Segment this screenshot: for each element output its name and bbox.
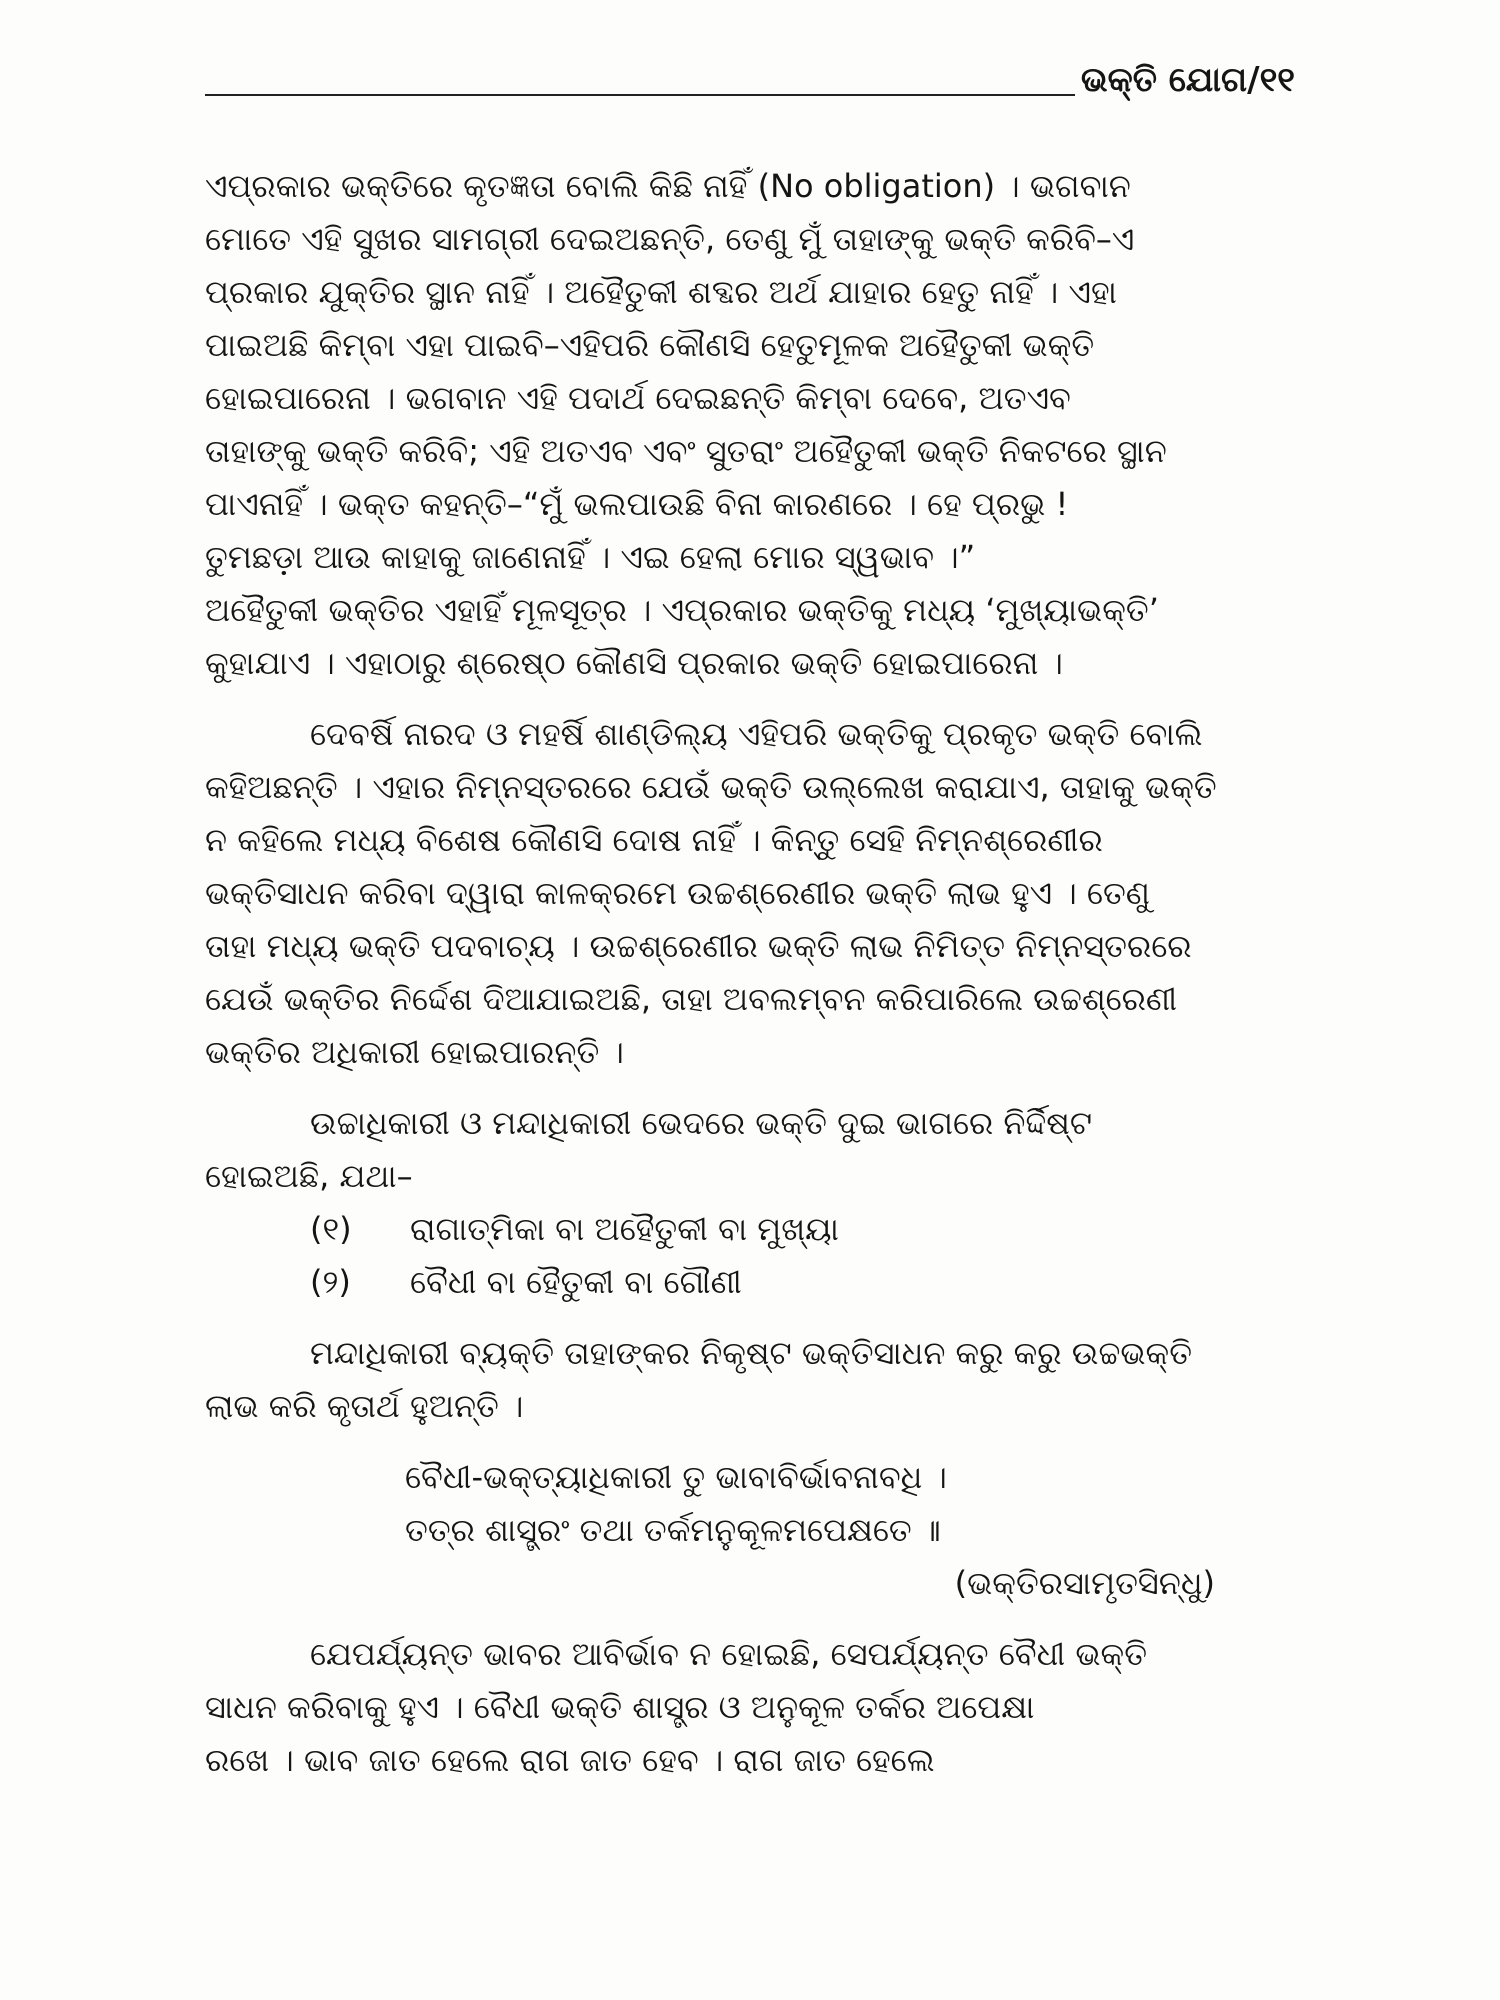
header-rule	[205, 94, 1075, 96]
paragraph-3	[205, 1097, 1295, 1203]
text-line: କହିଅଛନ୍ତି । ଏହାର ନିମ୍ନସ୍ତରରେ ଯେଉଁ ଭକ୍ତି ଉଲ୍ଲେଖ କରାଯାଏ, ତାହାକୁ ଭକ୍ତି	[205, 768, 1217, 806]
text-line: ପ୍ରକାର ଯୁକ୍ତିର ସ୍ଥାନ ନାହିଁ । ଅହୈତୁକୀ ଶବ୍ଦର ଅର୍ଥ ଯାହାର ହେତୁ ନାହିଁ । ଏହା	[205, 273, 1117, 311]
text-line: ତାହାଙ୍କୁ ଭକ୍ତି କରିବି; ଏହି ଅତଏବ ଏବଂ ସୁତରାଂ ଅହୈତୁକୀ ଭକ୍ତି ନିକଟରେ ସ୍ଥାନ	[205, 432, 1167, 470]
text-line: ପାଇଅଛି କିମ୍ବା ଏହା ପାଇବି–ଏହିପରି କୌଣସି ହେତୁମୂଳକ ଅହୈତୁକୀ ଭକ୍ତି	[205, 326, 1095, 364]
paragraph-1	[205, 160, 1295, 690]
text-line: ଲାଭ କରି କୃତାର୍ଥ ହୁଅନ୍ତି ।	[205, 1387, 524, 1425]
text-line: ଯେପର୍ଯ୍ୟନ୍ତ ଭାବର ଆବିର୍ଭାବ ନ ହୋଇଛି, ସେପର୍ଯ୍ୟନ୍ତ ବୈଧୀ ଭକ୍ତି	[310, 1635, 1148, 1673]
text-line: ମନ୍ଦାଧିକାରୀ ବ୍ୟକ୍ତି ତାହାଙ୍କର ନିକୃଷ୍ଟ ଭକ୍ତିସାଧନ କରୁ କରୁ ଉଚ୍ଚଭକ୍ତି	[310, 1334, 1193, 1372]
text-line: ସାଧନ କରିବାକୁ ହୁଏ । ବୈଧୀ ଭକ୍ତି ଶାସ୍ତ୍ର ଓ ଅନୁକୂଳ ତର୍କର ଅପେକ୍ଷା	[205, 1688, 1035, 1726]
text-line: ନ କହିଲେ ମଧ୍ୟ ବିଶେଷ କୌଣସି ଦୋଷ ନାହିଁ । କିନ୍ତୁ ସେହି ନିମ୍ନଶ୍ରେଣୀର	[205, 821, 1103, 859]
paragraph-4	[205, 1327, 1295, 1433]
paragraph-5	[205, 1628, 1295, 1787]
text-line: ଭକ୍ତିସାଧନ କରିବା ଦ୍ୱାରା କାଳକ୍ରମେ ଉଚ୍ଚଶ୍ରେଣୀର ଭକ୍ତି ଲାଭ ହୁଏ । ତେଣୁ	[205, 874, 1150, 912]
body-text	[205, 160, 1295, 1787]
sanskrit-verse	[205, 1451, 1295, 1557]
page-header	[205, 58, 1295, 102]
list-text: ରାଗାତ୍ମିକା ବା ଅହୈତୁକୀ ବା ମୁଖ୍ୟା	[410, 1210, 839, 1248]
text-line: ତାହା ମଧ୍ୟ ଭକ୍ତି ପଦବାଚ୍ୟ । ଉଚ୍ଚଶ୍ରେଣୀର ଭକ୍ତି ଲାଭ ନିମିତ୍ତ ନିମ୍ନସ୍ତରରେ	[205, 927, 1192, 965]
running-title: ଭକ୍ତି ଯୋଗ/୧୧	[1080, 60, 1295, 100]
text-line: ଅହୈତୁକୀ ଭକ୍ତିର ଏହାହିଁ ମୂଳସୂତ୍ର । ଏପ୍ରକାର ଭକ୍ତିକୁ ମଧ୍ୟ ‘ମୁଖ୍ୟାଭକ୍ତି’	[205, 591, 1159, 629]
bhakti-types-list	[205, 1203, 1295, 1309]
text-line: କୁହାଯାଏ । ଏହାଠାରୁ ଶ୍ରେଷ୍ଠ କୌଣସି ପ୍ରକାର ଭକ୍ତି ହୋଇପାରେନା ।	[205, 644, 1063, 682]
text-line: ଉଚ୍ଚାଧିକାରୀ ଓ ମନ୍ଦାଧିକାରୀ ଭେଦରେ ଭକ୍ତି ଦୁଇ ଭାଗରେ ନିର୍ଦ୍ଦିଷ୍ଟ	[310, 1104, 1093, 1142]
list-text: ବୈଧୀ ବା ହୈତୁକୀ ବା ଗୌଣୀ	[410, 1263, 742, 1301]
verse-line: ବୈଧୀ-ଭକ୍ତ୍ୟାଧିକାରୀ ତୁ ଭାବାବିର୍ଭାବନାବଧି ।	[405, 1458, 947, 1496]
text-line: ପାଏନାହିଁ । ଭକ୍ତ କହନ୍ତି–“ମୁଁ ଭଲପାଉଛି ବିନା କାରଣରେ । ହେ ପ୍ରଭୁ !	[205, 485, 1069, 523]
text-line: ହୋଇଅଛି, ଯଥା–	[205, 1157, 413, 1195]
text-line: ହୋଇପାରେନା । ଭଗବାନ ଏହି ପଦାର୍ଥ ଦେଇଛନ୍ତି କିମ୍ବା ଦେବେ, ଅତଏବ	[205, 379, 1071, 417]
text-line: ଦେବର୍ଷି ନାରଦ ଓ ମହର୍ଷି ଶାଣ୍ଡିଲ୍ୟ ଏହିପରି ଭକ୍ତିକୁ ପ୍ରକୃତ ଭକ୍ତି ବୋଲି	[310, 715, 1203, 753]
list-number: (୧)	[310, 1210, 352, 1248]
text-line: ଯେଉଁ ଭକ୍ତିର ନିର୍ଦ୍ଦେଶ ଦିଆଯାଇଅଛି, ତାହା ଅବଲମ୍ବନ କରିପାରିଲେ ଉଚ୍ଚଶ୍ରେଣୀ	[205, 980, 1178, 1018]
text-line: ଭକ୍ତିର ଅଧିକାରୀ ହୋଇପାରନ୍ତି ।	[205, 1033, 624, 1071]
verse-source: (ଭକ୍ତିରସାମୃତସିନ୍ଧୁ)	[954, 1564, 1215, 1602]
list-item	[310, 1203, 1295, 1256]
list-item	[310, 1256, 1295, 1309]
text-line: ରଖେ । ଭାବ ଜାତ ହେଲେ ରାଗ ଜାତ ହେବ । ରାଗ ଜାତ ହେଲେ	[205, 1741, 935, 1779]
verse-line: ତତ୍ର ଶାସ୍ତ୍ରଂ ତଥା ତର୍କମନୁକୂଳମପେକ୍ଷତେ ॥	[405, 1511, 941, 1549]
text-line: ତୁମଛଡ଼ା ଆଉ କାହାକୁ ଜାଣେନାହିଁ । ଏଇ ହେଲା ମୋର ସ୍ୱଭାବ ।”	[205, 538, 976, 576]
list-number: (୨)	[310, 1263, 351, 1301]
paragraph-2	[205, 708, 1295, 1079]
text-line: ମୋତେ ଏହି ସୁଖର ସାମଗ୍ରୀ ଦେଇଅଛନ୍ତି, ତେଣୁ ମୁଁ ତାହାଙ୍କୁ ଭକ୍ତି କରିବି–ଏ	[205, 220, 1135, 258]
text-line: ଏପ୍ରକାର ଭକ୍ତିରେ କୃତଜ୍ଞତା ବୋଲି କିଛି ନାହିଁ (No obligation) । ଭଗବାନ	[205, 167, 1131, 205]
